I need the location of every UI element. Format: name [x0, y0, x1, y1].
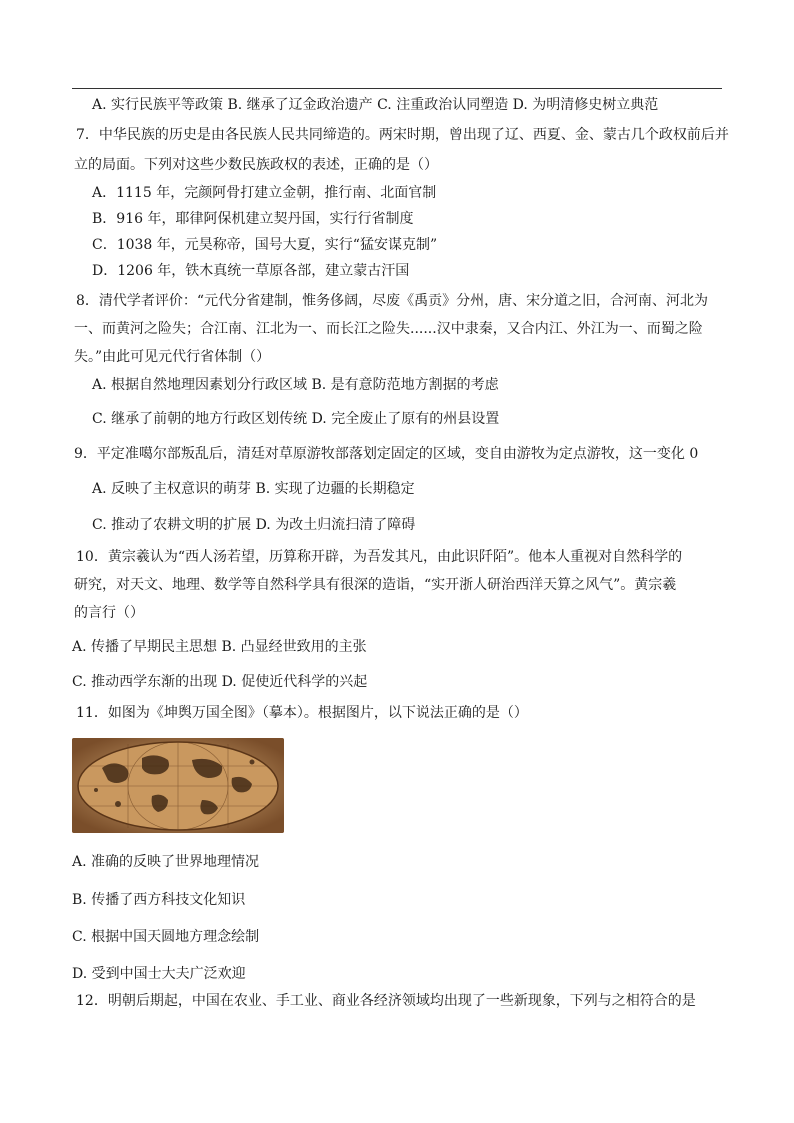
q10-stem-line1: 10．黄宗羲认为“西人汤若望，历算称开辟，为吾发其凡，由此识阡陌”。他本人重视对自然科学的: [76, 549, 683, 565]
q7-stem-line1: 7．中华民族的历史是由各民族人民共同缔造的。两宋时期，曾出现了辽、西夏、金、蒙古几个政权前后并: [76, 127, 729, 143]
q12-stem: 12．明朝后期起，中国在农业、手工业、商业各经济领域均出现了一些新现象，下列与之相符合的是: [76, 993, 696, 1009]
q8-stem-line1: 8．清代学者评价：“元代分省建制，惟务侈阔，尽废《禹贡》分州，唐、宋分道之旧，合河南、河北为: [76, 293, 709, 309]
header-rule: [72, 88, 722, 89]
q8-options-cd: C. 继承了前朝的地方行政区划传统 D. 完全废止了原有的州县设置: [92, 411, 500, 427]
q6-options: A. 实行民族平等政策 B. 继承了辽金政治遗产 C. 注重政治认同塑造 D. 为明清修史树立典范: [92, 97, 659, 113]
q11-stem: 11．如图为《坤舆万国全图》（摹本）。根据图片，以下说法正确的是（）: [76, 705, 528, 721]
q8-stem-line3: 失。”由此可见元代行省体制（）: [74, 349, 271, 365]
kunyu-map-illustration: [72, 738, 284, 833]
q9-options-cd: C. 推动了农耕文明的扩展 D. 为改土归流扫清了障碍: [92, 517, 416, 533]
q7-stem-line2: 立的局面。下列对这些少数民族政权的表述，正确的是（）: [74, 157, 438, 173]
q7-option-a: A．1115 年，完颜阿骨打建立金朝，推行南、北面官制: [92, 185, 437, 201]
q9-stem: 9．平定准噶尔部叛乱后，清廷对草原游牧部落划定固定的区域，变自由游牧为定点游牧，这一变化 0: [74, 446, 699, 462]
world-map-image: [72, 738, 284, 833]
q10-options-ab: A. 传播了早期民主思想 B. 凸显经世致用的主张: [72, 639, 367, 655]
q8-stem-line2: 一、而黄河之险失；合江南、江北为一、而长江之险失......汉中隶秦，又合内江、外江为一、而蜀之险: [74, 321, 703, 337]
q11-option-c: C. 根据中国天圆地方理念绘制: [72, 929, 260, 945]
q11-option-b: B. 传播了西方科技文化知识: [72, 892, 246, 908]
q11-option-d: D. 受到中国士大夫广泛欢迎: [72, 966, 246, 982]
q9-options-ab: A. 反映了主权意识的萌芽 B. 实现了边疆的长期稳定: [92, 481, 415, 497]
q11-option-a: A. 准确的反映了世界地理情况: [72, 854, 260, 870]
q8-options-ab: A. 根据自然地理因素划分行政区域 B. 是有意防范地方割据的考虑: [92, 377, 499, 393]
q10-stem-line2: 研究，对天文、地理、数学等自然科学具有很深的造诣，“实开浙人研治西洋天算之风气”。黄宗羲: [74, 577, 677, 593]
q10-stem-line3: 的言行（）: [74, 605, 144, 621]
q7-option-c: C．1038 年，元昊称帝，国号大夏，实行“猛安谋克制”: [92, 237, 438, 253]
q10-options-cd: C. 推动西学东渐的出现 D. 促使近代科学的兴起: [72, 674, 368, 690]
q7-option-b: B．916 年，耶律阿保机建立契丹国，实行行省制度: [92, 211, 414, 227]
q7-option-d: D．1206 年，铁木真统一草原各部，建立蒙古汗国: [92, 263, 410, 279]
